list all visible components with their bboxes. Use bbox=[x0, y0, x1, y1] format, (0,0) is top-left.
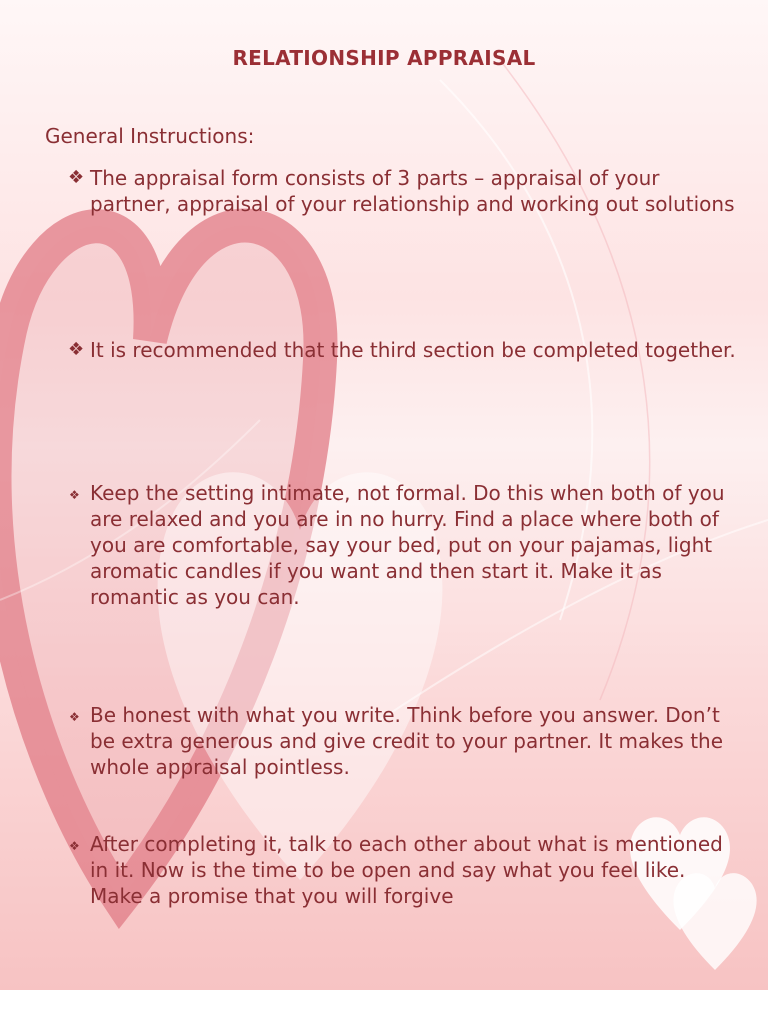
page-bottom-margin bbox=[0, 990, 768, 1024]
list-item-text: Be honest with what you write. Think before you answer. Don’t be extra generous and give credit to your partner. It makes the whole appraisal pointless. bbox=[90, 703, 724, 779]
list-item bbox=[68, 702, 738, 780]
page-title: RELATIONSHIP APPRAISAL bbox=[232, 46, 536, 70]
section-subtitle: General Instructions: bbox=[45, 124, 255, 148]
list-item-text: It is recommended that the third section be completed together. bbox=[90, 338, 736, 362]
diamond-bullet-icon: ❖ bbox=[69, 839, 80, 853]
list-item bbox=[68, 480, 738, 610]
list-item bbox=[68, 831, 738, 909]
list-item bbox=[68, 165, 738, 217]
list-item-text: Keep the setting intimate, not formal. Do this when both of you are relaxed and you are in no hurry. Find a place where both of you are comfortable, say your bed, put on your pajamas, light aromatic candles if you want and then start it. Make it as romantic as you can. bbox=[90, 481, 725, 609]
list-item-text: The appraisal form consists of 3 parts – appraisal of your partner, appraisal of your relationship and working out solutions bbox=[90, 166, 735, 216]
diamond-bullet-icon: ❖ bbox=[68, 339, 85, 360]
diamond-bullet-icon: ❖ bbox=[69, 710, 80, 724]
diamond-bullet-icon: ❖ bbox=[69, 488, 80, 502]
diamond-bullet-icon: ❖ bbox=[68, 167, 85, 188]
list-item-text: After completing it, talk to each other about what is mentioned in it. Now is the time to be open and say what you feel like. Make a promise that you will forgive bbox=[90, 832, 723, 908]
list-item bbox=[68, 337, 738, 363]
